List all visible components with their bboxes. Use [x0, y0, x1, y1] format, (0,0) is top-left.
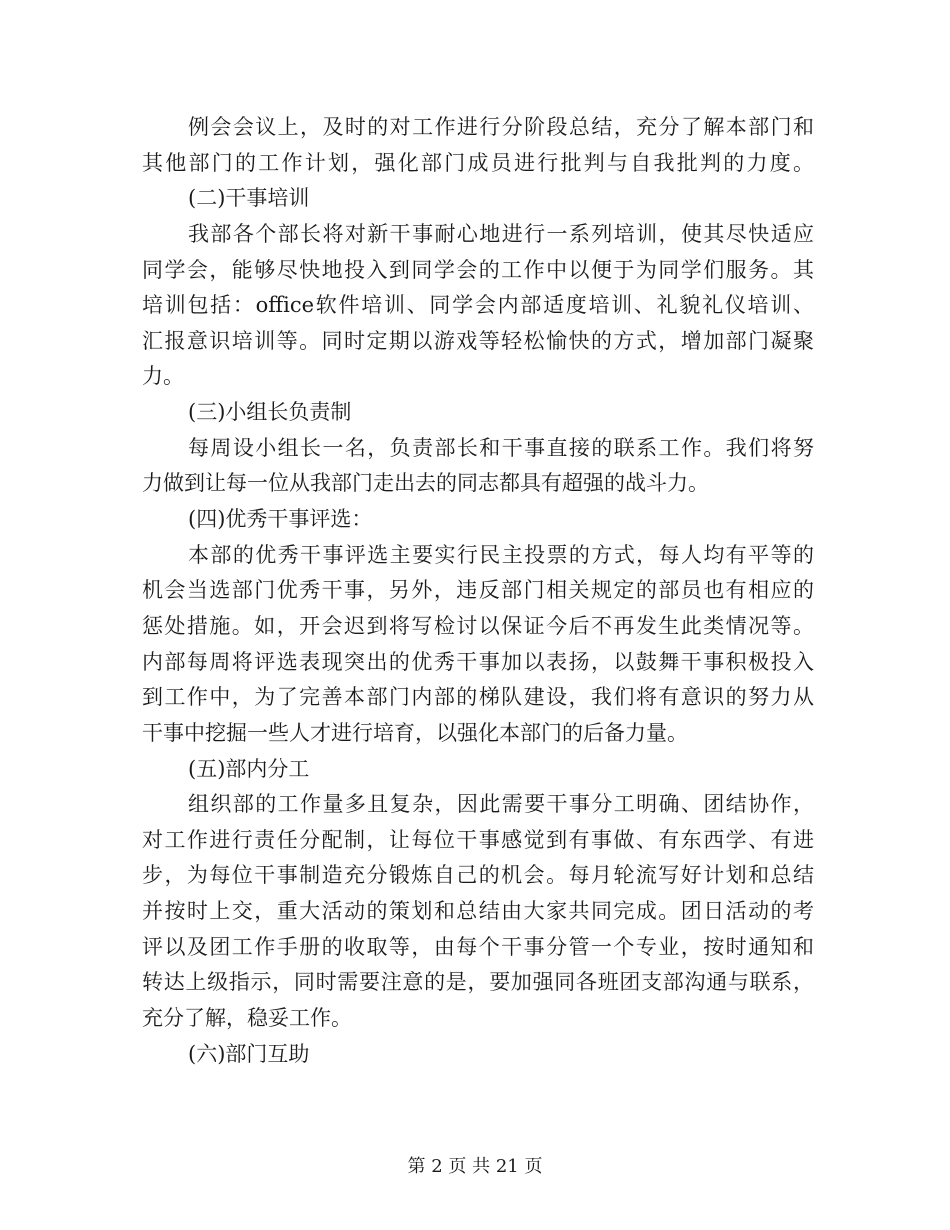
- text-line: 转达上级指示，同时需要注意的是，要加强同各班团支部沟通与联系，: [142, 970, 814, 995]
- text-line: 干事中挖掘一些人才进行培育，以强化本部门的后备力量。: [142, 720, 688, 745]
- text-line: 汇报意识培训等。同时定期以游戏等轻松愉快的方式，增加部门凝聚: [142, 328, 814, 353]
- text-line: 每周设小组长一名，负责部长和干事直接的联系工作。我们将努: [188, 435, 814, 460]
- text-line: 力。: [142, 364, 184, 389]
- page-number-footer: 第 2 页 共 21 页: [407, 1156, 543, 1177]
- section-heading: (四)优秀干事评选：: [188, 507, 373, 532]
- text-line: 惩处措施。如，开会迟到将写检讨以保证今后不再发生此类情况等。: [142, 613, 814, 638]
- text-line: 本部的优秀干事评选主要实行民主投票的方式，每人均有平等的: [188, 542, 814, 567]
- text-line: 例会会议上，及时的对工作进行分阶段总结，充分了解本部门和: [188, 115, 814, 139]
- section-heading: (二)干事培训: [188, 186, 310, 211]
- text-line: 组织部的工作量多且复杂，因此需要干事分工明确、团结协作，: [188, 792, 814, 817]
- text-line: 培训包括：office软件培训、同学会内部适度培训、礼貌礼仪培训、: [142, 293, 814, 318]
- text-line: 充分了解，稳妥工作。: [142, 1006, 352, 1031]
- text-line: 力做到让每一位从我部门走出去的同志都具有超强的战斗力。: [142, 471, 709, 496]
- text-line: 其他部门的工作计划，强化部门成员进行批判与自我批判的力度。: [142, 150, 814, 175]
- section-heading: (三)小组长负责制: [188, 400, 352, 425]
- text-line: 内部每周将评选表现突出的优秀干事加以表扬，以鼓舞干事积极投入: [142, 649, 814, 674]
- text-line: 步，为每位干事制造充分锻炼自己的机会。每月轮流写好计划和总结: [142, 863, 814, 888]
- text-line: 机会当选部门优秀干事，另外，违反部门相关规定的部员也有相应的: [142, 578, 814, 603]
- text-line: 我部各个部长将对新干事耐心地进行一系列培训，使其尽快适应: [188, 221, 814, 246]
- section-heading: (五)部内分工: [188, 756, 310, 781]
- text-line: 评以及团工作手册的收取等，由每个干事分管一个专业，按时通知和: [142, 934, 814, 959]
- text-line: 到工作中，为了完善本部门内部的梯队建设，我们将有意识的努力从: [142, 685, 814, 710]
- section-heading: (六)部门互助: [188, 1041, 310, 1066]
- text-line: 同学会，能够尽快地投入到同学会的工作中以便于为同学们服务。其: [142, 257, 814, 282]
- text-line: 对工作进行责任分配制，让每位干事感觉到有事做、有东西学、有进: [142, 827, 814, 852]
- text-line: 并按时上交，重大活动的策划和总结由大家共同完成。团日活动的考: [142, 899, 814, 924]
- document-body: [142, 110, 814, 1072]
